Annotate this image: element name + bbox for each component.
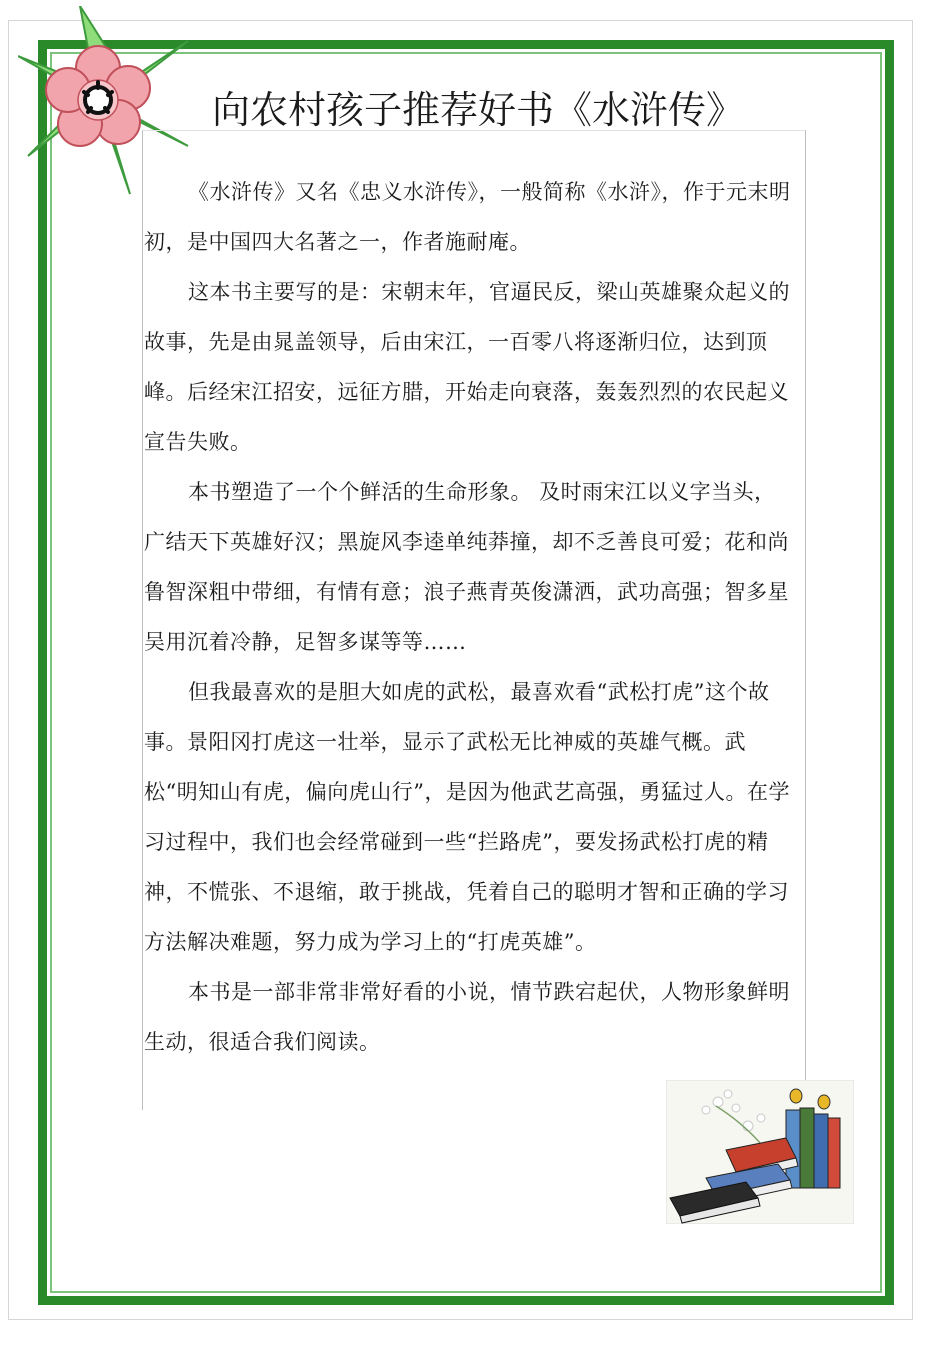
article-body — [144, 167, 796, 1067]
paragraph-characters: 本书塑造了一个个鲜活的生命形象。 及时雨宋江以义字当头，广结天下英雄好汉；黑旋风李逵单纯莽撞，却不乏善良可爱；花和尚鲁智深粗中带细，有情有意；浪子燕青英俊潇洒，武功高强；智多星吴用沉着冷静，足智多谋等等…… — [144, 480, 789, 654]
paragraph-conclusion: 本书是一部非常非常好看的小说，情节跌宕起伏，人物形象鲜明生动，很适合我们阅读。 — [144, 980, 790, 1054]
books-icon — [666, 1080, 854, 1224]
document-title: 向农村孩子推荐好书《水浒传》 — [212, 88, 745, 132]
paragraph-summary: 这本书主要写的是：宋朝末年，官逼民反，梁山英雄聚众起义的故事，先是由晁盖领导，后由宋江，一百零八将逐渐归位，达到顶峰。后经宋江招安，远征方腊，开始走向衰落，轰轰烈烈的农民起义宣告失败。 — [144, 280, 790, 454]
paragraph-wusong: 但我最喜欢的是胆大如虎的武松，最喜欢看“武松打虎”这个故事。景阳冈打虎这一壮举，显示了武松无比神威的英雄气概。武松“明知山有虎，偏向虎山行”，是因为他武艺高强，勇猛过人。在学习过程中，我们也会经常碰到一些“拦路虎”，要发扬武松打虎的精神，不慌张、不退缩，敢于挑战，凭着自己的聪明才智和正确的学习方法解决难题，努力成为学习上的“打虎英雄”。 — [144, 680, 790, 954]
paragraph-intro: 《水浒传》又名《忠义水浒传》，一般简称《水浒》，作于元末明初，是中国四大名著之一，作者施耐庵。 — [144, 180, 791, 254]
